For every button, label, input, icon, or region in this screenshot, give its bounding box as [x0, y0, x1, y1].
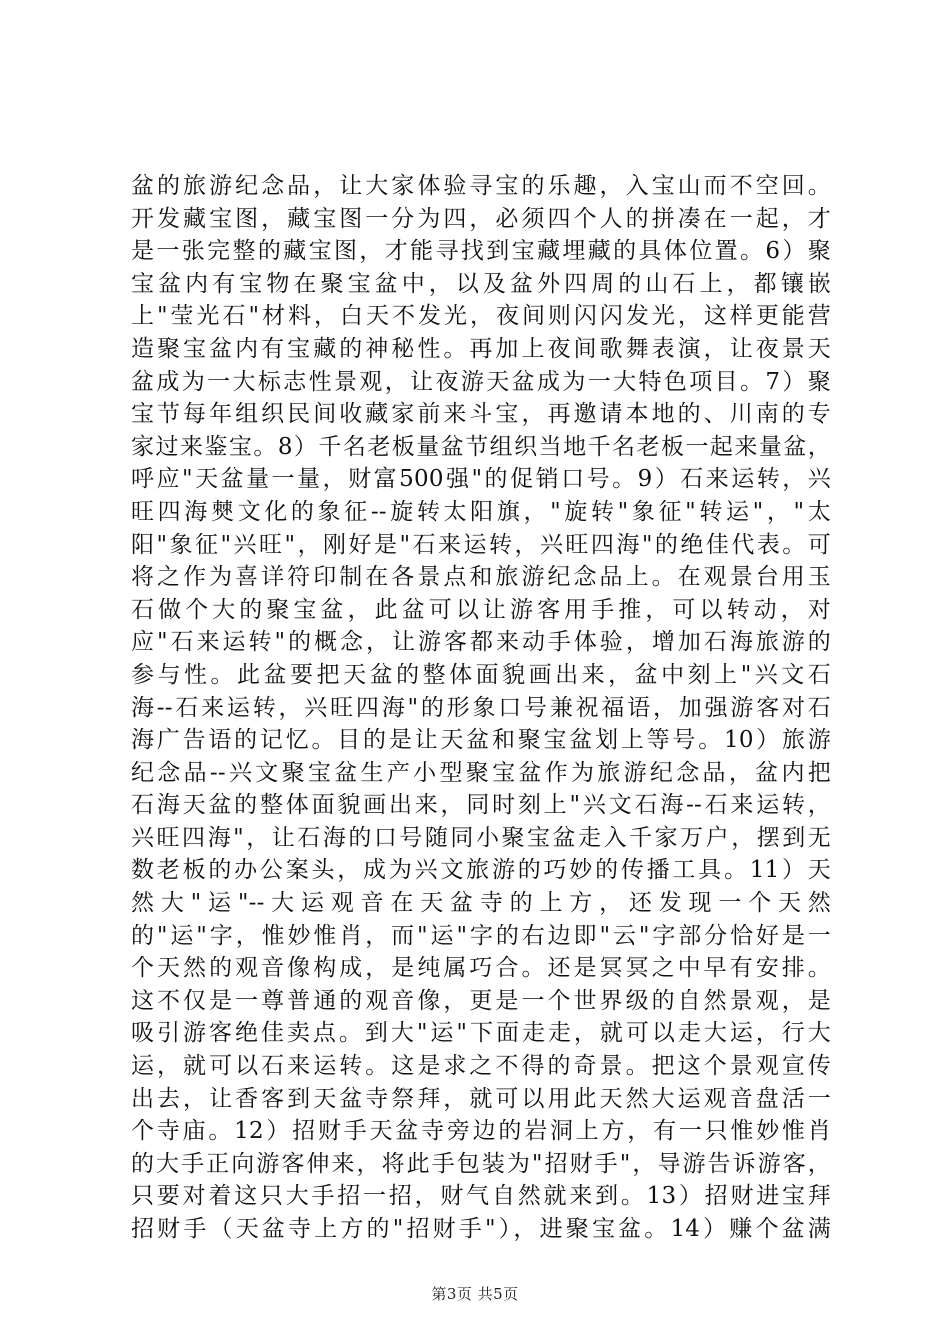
- text-line: 只要对着这只大手招一招，财气自然就来到。13）招财进宝拜: [131, 1183, 831, 1210]
- text-line: 宝节每年组织民间收藏家前来斗宝，再邀请本地的、川南的专: [131, 401, 831, 428]
- text-line: 阳"象征"兴旺"，刚好是"石来运转，兴旺四海"的绝佳代表。可: [131, 531, 831, 558]
- text-line: 是一张完整的藏宝图，才能寻找到宝藏埋藏的具体位置。6）聚: [131, 238, 831, 265]
- text-line: 这不仅是一尊普通的观音像，更是一个世界级的自然景观，是: [131, 987, 831, 1014]
- text-line: 石海天盆的整体面貌画出来，同时刻上"兴文石海--石来运转，: [131, 792, 831, 819]
- text-line: 盆的旅游纪念品，让大家体验寻宝的乐趣，入宝山而不空回。: [131, 173, 831, 199]
- text-line: 呼应"天盆量一量，财富500强"的促销口号。9）石来运转，兴: [131, 466, 831, 493]
- text-line: 盆成为一大标志性景观，让夜游天盆成为一大特色项目。7）聚: [131, 368, 831, 395]
- text-line: 纪念品--兴文聚宝盆生产小型聚宝盆作为旅游纪念品，盆内把: [131, 759, 831, 786]
- text-line: 将之作为喜详符印制在各景点和旅游纪念品上。在观景台用玉: [131, 564, 831, 591]
- text-line: 应"石来运转"的概念，让游客都来动手体验，增加石海旅游的: [131, 629, 831, 656]
- text-line: 海--石来运转，兴旺四海"的形象口号兼祝福语，加强游客对石: [131, 694, 831, 721]
- text-line: 宝盆内有宝物在聚宝盆中，以及盆外四周的山石上，都镶嵌: [131, 270, 831, 297]
- text-line: 造聚宝盆内有宝藏的神秘性。再加上夜间歌舞表演，让夜景天: [131, 335, 831, 362]
- text-line: 数老板的办公案头，成为兴文旅游的巧妙的传播工具。11）天: [131, 857, 831, 884]
- text-line: 旺四海僰文化的象征--旋转太阳旗，"旋转"象征"转运"，"太: [131, 498, 831, 525]
- text-line: 然大"运"--大运观音在天盆寺的上方，还发现一个天然: [131, 890, 831, 917]
- text-line: 的"运"字，惟妙惟肖，而"运"字的右边即"云"字部分恰好是一: [131, 922, 831, 949]
- text-line: 开发藏宝图，藏宝图一分为四，必须四个人的拼凑在一起，才: [131, 205, 831, 232]
- text-line: 兴旺四海"，让石海的口号随同小聚宝盆走入千家万户，摆到无: [131, 824, 831, 851]
- text-line: 运，就可以石来运转。这是求之不得的奇景。把这个景观宣传: [131, 1053, 831, 1080]
- text-line: 上"莹光石"材料，白天不发光，夜间则闪闪发光，这样更能营: [131, 303, 831, 330]
- page-footer: 第3页 共5页: [431, 1285, 519, 1303]
- text-line: 石做个大的聚宝盆，此盆可以让游客用手推，可以转动，对: [131, 596, 831, 623]
- text-line: 的大手正向游客伸来，将此手包装为"招财手"，导游告诉游客，: [131, 1150, 831, 1177]
- text-line: 参与性。此盆要把天盆的整体面貌画出来，盆中刻上"兴文石: [131, 661, 831, 688]
- text-line: 招财手（天盆寺上方的"招财手"），进聚宝盆。14）赚个盆满: [131, 1216, 831, 1242]
- text-line: 个天然的观音像构成，是纯属巧合。还是冥冥之中早有安排。: [131, 955, 831, 982]
- text-line: 家过来鉴宝。8）千名老板量盆节组织当地千名老板一起来量盆，: [131, 433, 831, 460]
- text-line: 吸引游客绝佳卖点。到大"运"下面走走，就可以走大运，行大: [131, 1020, 831, 1047]
- text-line: 出去，让香客到天盆寺祭拜，就可以用此天然大运观音盘活一: [131, 1085, 831, 1112]
- body-text: [131, 170, 831, 1246]
- text-line: 海广告语的记忆。目的是让天盆和聚宝盆划上等号。10）旅游: [131, 727, 831, 754]
- text-line: 个寺庙。12）招财手天盆寺旁边的岩洞上方，有一只惟妙惟肖: [131, 1118, 831, 1145]
